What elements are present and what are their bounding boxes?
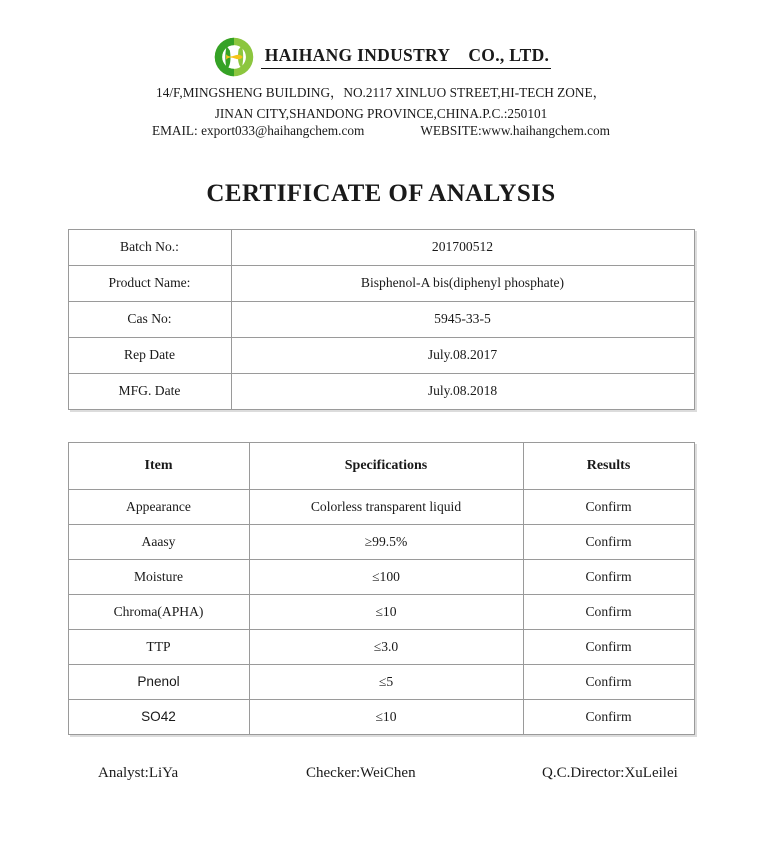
website-text: WEBSITE:www.haihangchem.com (420, 123, 611, 138)
spec-value: ≤10 (249, 594, 523, 629)
spec-item: Moisture (68, 559, 249, 594)
table-row (68, 664, 694, 699)
table-row (68, 594, 694, 629)
spec-value: ≤5 (249, 664, 523, 699)
spec-result: Confirm (523, 664, 694, 699)
info-value: July.08.2017 (231, 337, 694, 373)
spec-value: ≤3.0 (249, 629, 523, 664)
table-row (68, 629, 694, 664)
spec-item: Chroma(APHA) (68, 594, 249, 629)
spec-item: Aaasy (68, 524, 249, 559)
table-header-row (68, 442, 694, 489)
table-row (68, 301, 694, 337)
table-row (68, 373, 694, 409)
address-line-2: JINAN CITY,SHANDONG PROVINCE,CHINA.P.C.:250101 (214, 105, 548, 121)
spec-item: SO42 (68, 699, 249, 734)
table-row (68, 265, 694, 301)
letterhead (0, 0, 762, 140)
spec-result: Confirm (523, 524, 694, 559)
spec-result: Confirm (523, 594, 694, 629)
info-label: Batch No.: (68, 229, 231, 265)
spec-result: Confirm (523, 489, 694, 524)
table-row (68, 524, 694, 559)
spec-value: ≤10 (249, 699, 523, 734)
table-row (68, 699, 694, 734)
specification-table (68, 442, 695, 735)
company-name: HAIHANG INDUSTRY CO., LTD. (261, 45, 551, 69)
haihang-h-logo-icon (211, 35, 257, 79)
info-label: Cas No: (68, 301, 231, 337)
column-header-item: Item (68, 442, 249, 489)
info-value: Bisphenol-A bis(diphenyl phosphate) (231, 265, 694, 301)
column-header-results: Results (523, 442, 694, 489)
spec-result: Confirm (523, 699, 694, 734)
spec-value: ≥99.5% (249, 524, 523, 559)
table-row (68, 337, 694, 373)
spec-value: Colorless transparent liquid (249, 489, 523, 524)
info-value: July.08.2018 (231, 373, 694, 409)
address-line-1: 14/F,MINGSHENG BUILDING，NO.2117 XINLUO STREET,HI-TECH ZONE， (156, 85, 606, 100)
spec-result: Confirm (523, 629, 694, 664)
info-label: Product Name: (68, 265, 231, 301)
signature-row (68, 765, 694, 782)
table-row (68, 229, 694, 265)
info-value: 5945-33-5 (231, 301, 694, 337)
info-label: Rep Date (68, 337, 231, 373)
spec-item: Pnenol (68, 664, 249, 699)
spec-result: Confirm (523, 559, 694, 594)
info-value: 201700512 (231, 229, 694, 265)
table-row (68, 559, 694, 594)
table-row (68, 489, 694, 524)
email-text: EMAIL: export033@haihangchem.com (151, 123, 365, 138)
director-signature: Q.C.Director:XuLeilei (542, 764, 678, 781)
spec-item: Appearance (68, 489, 249, 524)
page-title: CERTIFICATE OF ANALYSIS (206, 179, 556, 207)
checker-signature: Checker:WeiChen (306, 764, 416, 781)
info-label: MFG. Date (68, 373, 231, 409)
product-info-table (68, 229, 695, 410)
column-header-specs: Specifications (249, 442, 523, 489)
contact-line (0, 123, 762, 140)
analyst-signature: Analyst:LiYa (98, 764, 179, 781)
spec-value: ≤100 (249, 559, 523, 594)
brand-line (0, 34, 762, 80)
spec-item: TTP (68, 629, 249, 664)
